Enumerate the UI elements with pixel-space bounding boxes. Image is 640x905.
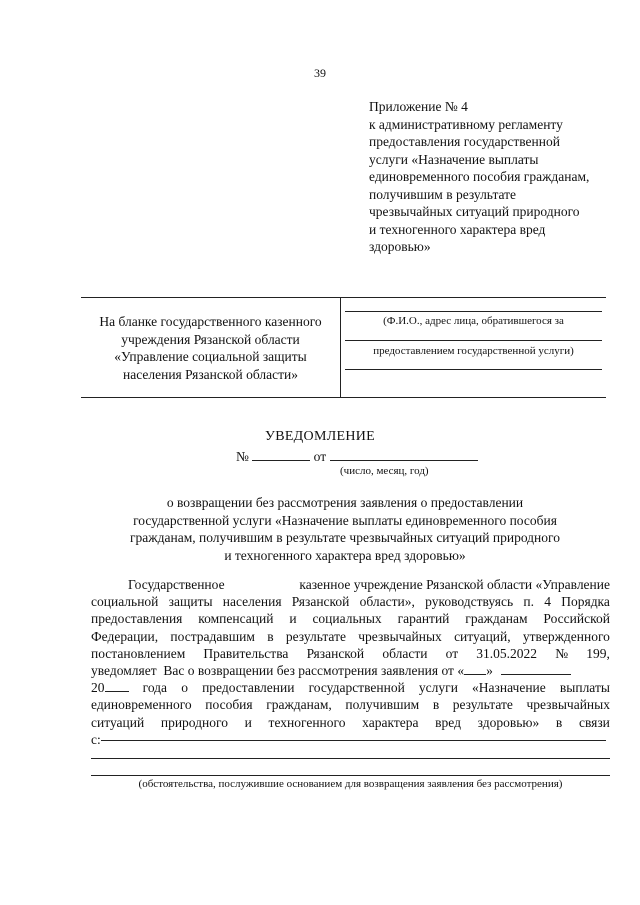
body-word: услуги bbox=[418, 680, 458, 696]
date-blank bbox=[330, 448, 478, 461]
body-word: населения bbox=[222, 594, 282, 610]
body-word: чрезвычайных bbox=[358, 628, 442, 644]
body-word: и bbox=[289, 611, 297, 627]
notice-body bbox=[91, 576, 610, 748]
subject-line: о возвращении без рассмотрения заявления о предоставлении bbox=[166, 495, 524, 510]
reason-line bbox=[101, 740, 606, 741]
notice-title: УВЕДОМЛЕНИЕ bbox=[264, 429, 376, 444]
reason-line bbox=[91, 758, 610, 759]
subject-line: гражданам, получившим в результате чрезвычайных ситуаций природного bbox=[130, 530, 560, 545]
body-word: 199, bbox=[586, 645, 610, 661]
body-word: техногенного bbox=[268, 714, 346, 730]
body-line bbox=[91, 593, 610, 610]
appendix-line: Приложение № 4 bbox=[369, 99, 468, 114]
header-divider bbox=[340, 298, 341, 397]
issuer-line: «Управление социальной защиты bbox=[114, 349, 307, 364]
body-word: Федерации, bbox=[91, 628, 159, 644]
spacer bbox=[493, 662, 501, 679]
body-word: предоставлении bbox=[202, 680, 295, 696]
issuer-line: На бланке государственного казенного bbox=[99, 314, 322, 329]
body-word: «Назначение bbox=[472, 680, 546, 696]
subject-line: государственной услуги «Назначение выплаты единовременного пособия bbox=[133, 512, 557, 528]
issuer-block bbox=[81, 313, 340, 383]
body-word: получившим bbox=[345, 697, 420, 713]
body-word: вред bbox=[435, 714, 461, 730]
body-word: защиты bbox=[168, 594, 213, 610]
body-line bbox=[91, 662, 610, 679]
body-word: предоставления bbox=[91, 611, 183, 627]
body-word: здоровью» bbox=[477, 714, 540, 730]
body-word: Правительства bbox=[203, 645, 289, 661]
appendix-line: и техногенного характера вред bbox=[369, 221, 546, 237]
appendix-line: чрезвычайных ситуаций природного bbox=[369, 204, 580, 219]
appendix-block bbox=[369, 98, 629, 256]
appendix-line: получившим в результате bbox=[369, 186, 517, 202]
body-line bbox=[91, 679, 610, 696]
body-word: руководствуясь bbox=[425, 594, 514, 610]
date-caption: (число, месяц, год) bbox=[340, 465, 429, 477]
body-word: гражданам, bbox=[266, 697, 332, 713]
body-word: казенное учреждение Рязанской области «Управление bbox=[299, 577, 610, 592]
body-line bbox=[91, 696, 610, 713]
body-word: выплаты bbox=[559, 680, 610, 696]
subject-line: и техногенного характера вред здоровью» bbox=[224, 547, 466, 563]
body-word: ситуаций bbox=[91, 714, 145, 730]
year-field bbox=[91, 679, 129, 696]
appendix-line: к административному регламенту bbox=[369, 116, 563, 132]
body-word: в bbox=[432, 697, 440, 713]
body-word: Российской bbox=[543, 611, 610, 627]
body-word: 4 bbox=[544, 594, 551, 610]
notice-number-line bbox=[236, 448, 478, 465]
body-word: социальной bbox=[91, 594, 159, 610]
body-word: компенсаций bbox=[198, 611, 274, 627]
body-line bbox=[91, 610, 610, 627]
recipient-line bbox=[345, 340, 602, 341]
body-word: гарантий bbox=[397, 611, 450, 627]
body-word: Рязанской bbox=[306, 645, 365, 661]
body-word: п. bbox=[523, 594, 535, 610]
footer-caption: (обстоятельства, послужившие основанием для возвращения заявления без рассмотрения) bbox=[138, 778, 563, 790]
reason-line bbox=[91, 775, 610, 776]
number-label: № bbox=[236, 449, 249, 464]
day-blank bbox=[464, 662, 486, 675]
body-word: природного bbox=[160, 714, 228, 730]
page-number: 39 bbox=[314, 66, 326, 80]
body-word: единовременного bbox=[91, 697, 192, 713]
recipient-line bbox=[345, 369, 602, 370]
body-word: № bbox=[555, 645, 569, 661]
body-line bbox=[91, 714, 610, 731]
body-word: государственной bbox=[308, 680, 405, 696]
year-prefix: 20 bbox=[91, 680, 105, 696]
body-word: постановлением bbox=[91, 645, 186, 661]
body-word: Порядка bbox=[561, 594, 610, 610]
body-word: результате bbox=[452, 697, 513, 713]
body-text-segment: уведомляет Вас о возвращении без рассмотрения заявления от « bbox=[91, 663, 465, 679]
body-word: характера bbox=[362, 714, 419, 730]
appendix-line: предоставления государственной bbox=[369, 134, 560, 149]
header-table bbox=[81, 297, 606, 398]
body-word: результате bbox=[285, 628, 346, 644]
body-line bbox=[91, 576, 610, 593]
recipient-caption: (Ф.И.О., адрес лица, обратившегося за bbox=[383, 315, 564, 327]
body-word: области bbox=[382, 645, 428, 661]
month-blank bbox=[501, 662, 571, 675]
body-word: 31.05.2022 bbox=[476, 645, 538, 661]
body-word: связи bbox=[578, 714, 610, 730]
body-word: ситуаций, bbox=[454, 628, 511, 644]
recipient-line bbox=[345, 311, 602, 312]
body-word: гражданам bbox=[465, 611, 528, 627]
appendix-line: единовременного пособия гражданам, bbox=[369, 169, 590, 184]
body-word: Государственное bbox=[128, 577, 225, 592]
body-word: пособия bbox=[205, 697, 253, 713]
body-word: области», bbox=[359, 594, 415, 610]
body-word: в bbox=[267, 628, 274, 644]
recipient-caption: предоставлением государственной услуги) bbox=[373, 345, 574, 357]
body-word: от bbox=[445, 645, 459, 661]
body-word: и bbox=[244, 714, 252, 730]
body-text-segment: » bbox=[486, 663, 493, 679]
body-line bbox=[91, 645, 610, 662]
year-blank bbox=[105, 679, 129, 692]
from-label: от bbox=[313, 449, 327, 464]
appendix-line: услуги «Назначение выплаты bbox=[369, 151, 539, 167]
body-word: в bbox=[555, 714, 563, 730]
body-word: чрезвычайных bbox=[526, 697, 610, 713]
notice-subject bbox=[80, 494, 610, 564]
body-text-segment: с: bbox=[91, 731, 101, 747]
issuer-line: населения Рязанской области» bbox=[123, 366, 298, 382]
body-word: года bbox=[142, 680, 168, 696]
number-blank bbox=[252, 448, 310, 461]
body-word: о bbox=[181, 680, 188, 696]
body-word: Рязанской bbox=[291, 594, 350, 610]
issuer-line: учреждения Рязанской области bbox=[121, 331, 300, 347]
appendix-line: здоровью» bbox=[369, 239, 431, 254]
body-word: пострадавшим bbox=[170, 628, 255, 644]
body-word: социальных bbox=[312, 611, 382, 627]
body-word: утвержденного bbox=[522, 628, 610, 644]
body-line bbox=[91, 628, 610, 645]
